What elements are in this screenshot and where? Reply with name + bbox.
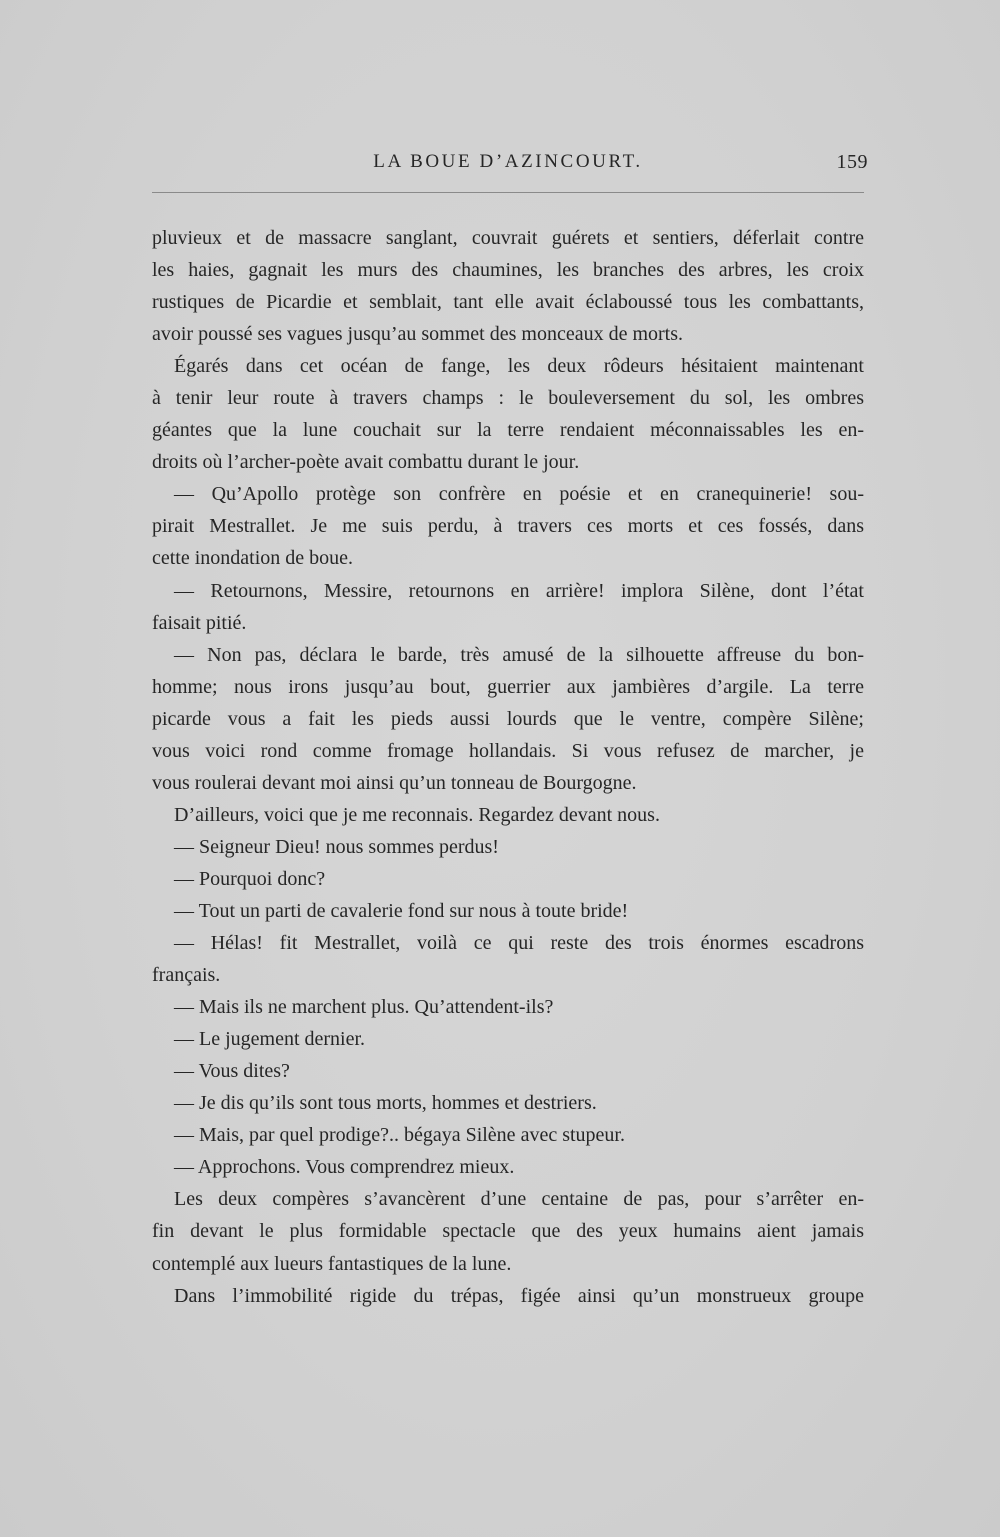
text-line: — Tout un parti de cavalerie fond sur nous à toute bride! [174, 899, 629, 922]
text-line: D’ailleurs, voici que je me reconnais. Regardez devant nous. [174, 803, 660, 826]
text-line: picarde vous a fait les pieds aussi lourds que le ventre, compère Silène; [152, 707, 864, 730]
text-line: — Retournons, Messire, retournons en arrière! implora Silène, dont l’état [174, 579, 864, 602]
text-line: avoir poussé ses vagues jusqu’au sommet des monceaux de morts. [152, 323, 684, 346]
text-line: — Non pas, déclara le barde, très amusé de la silhouette affreuse du bon- [174, 643, 864, 666]
text-line: rustiques de Picardie et semblait, tant elle avait éclaboussé tous les combattants, [152, 291, 864, 314]
text-line: cette inondation de boue. [152, 547, 354, 570]
text-line: les haies, gagnait les murs des chaumines, les branches des arbres, les croix [152, 259, 864, 282]
page-number: 159 [836, 151, 868, 173]
text-line: français. [152, 964, 221, 987]
text-line: droits où l’archer-poète avait combattu durant le jour. [152, 451, 580, 474]
text-line: — Mais, par quel prodige?.. bégaya Silène avec stupeur. [174, 1124, 625, 1147]
text-line: — Approchons. Vous comprendrez mieux. [174, 1156, 515, 1179]
text-line: Dans l’immobilité rigide du trépas, figée ainsi qu’un monstrueux groupe [174, 1284, 864, 1307]
text-line: à tenir leur route à travers champs : le bouleversement du sol, les ombres [152, 387, 864, 410]
text-line: Égarés dans cet océan de fange, les deux rôdeurs hésitaient maintenant [174, 355, 864, 378]
running-head [152, 144, 868, 180]
text-line: pirait Mestrallet. Je me suis perdu, à travers ces morts et ces fossés, dans [152, 515, 864, 538]
text-line: — Qu’Apollo protège son confrère en poésie et en cranequinerie! sou- [174, 483, 864, 506]
text-line: vous roulerai devant moi ainsi qu’un tonneau de Bourgogne. [152, 771, 637, 794]
text-line: fin devant le plus formidable spectacle que des yeux humains aient jamais [152, 1220, 864, 1243]
text-line: homme; nous irons jusqu’au bout, guerrier aux jambières d’argile. La terre [152, 675, 864, 698]
text-line: vous voici rond comme fromage hollandais. Si vous refusez de marcher, je [152, 739, 864, 762]
text-line: — Mais ils ne marchent plus. Qu’attendent-ils? [174, 996, 554, 1019]
text-line: — Le jugement dernier. [174, 1028, 366, 1051]
body-text [152, 222, 864, 1312]
text-line: pluvieux et de massacre sanglant, couvrait guérets et sentiers, déferlait contre [152, 227, 864, 249]
text-line: géantes que la lune couchait sur la terre rendaient méconnaissables les en- [152, 419, 864, 442]
header-rule [152, 192, 864, 193]
text-line: — Seigneur Dieu! nous sommes perdus! [174, 835, 499, 858]
text-line: — Je dis qu’ils sont tous morts, hommes et destriers. [174, 1092, 597, 1115]
text-line: — Vous dites? [174, 1060, 290, 1083]
running-title: LA BOUE D’AZINCOURT. [373, 151, 643, 172]
text-line: faisait pitié. [152, 611, 247, 634]
text-line: — Hélas! fit Mestrallet, voilà ce qui reste des trois énormes escadrons [174, 932, 864, 955]
text-line: Les deux compères s’avancèrent d’une centaine de pas, pour s’arrêter en- [174, 1188, 864, 1211]
text-line: — Pourquoi donc? [174, 867, 326, 890]
text-line: contemplé aux lueurs fantastiques de la lune. [152, 1252, 512, 1275]
